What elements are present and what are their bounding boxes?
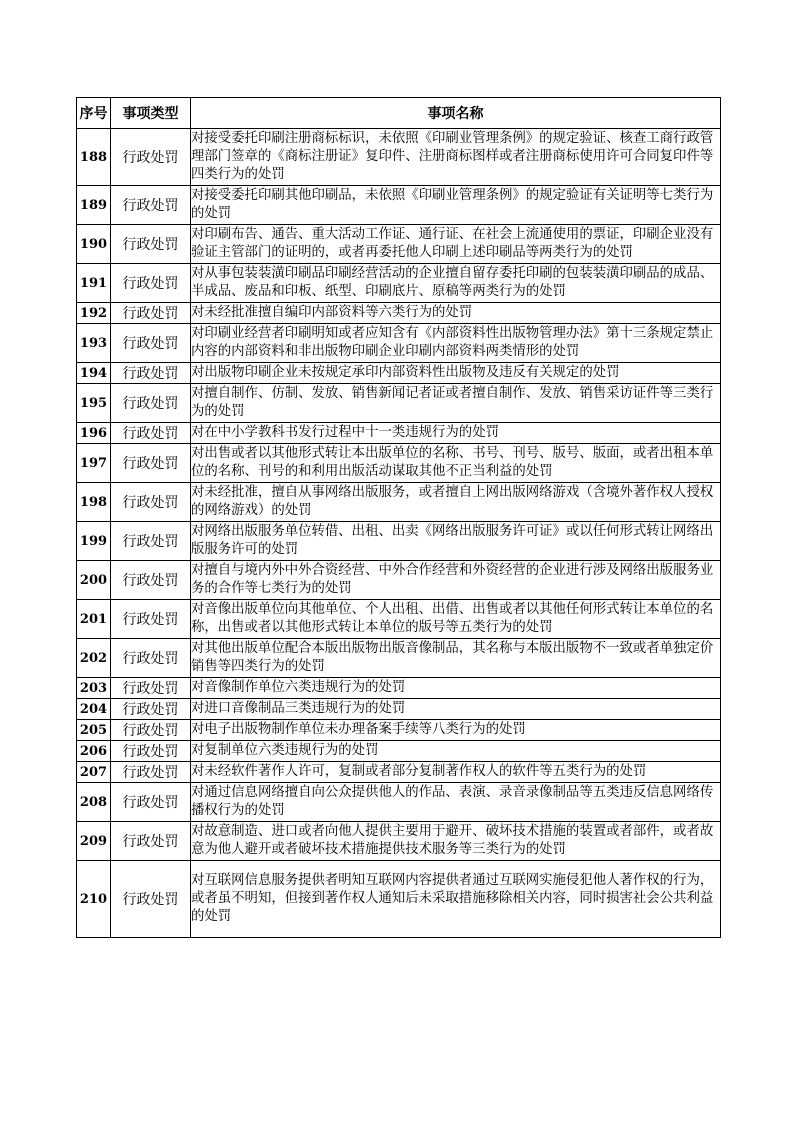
row-type: 行政处罚 (111, 741, 191, 762)
row-seq: 192 (77, 303, 111, 324)
row-name: 对未经软件著作人许可，复制或者部分复制著作权人的软件等五类行为的处罚 (191, 762, 721, 783)
row-name: 对擅自与境内外中外合资经营、中外合作经营和外资经营的企业进行涉及网络出版服务业务的合作等七类行为的处罚 (191, 561, 721, 600)
row-seq: 199 (77, 522, 111, 561)
table-row (77, 699, 721, 720)
row-name: 对电子出版物制作单位未办理备案手续等八类行为的处罚 (191, 720, 721, 741)
row-name: 对在中小学教科书发行过程中十一类违规行为的处罚 (191, 423, 721, 444)
table-row (77, 225, 721, 264)
row-type: 行政处罚 (111, 444, 191, 483)
row-type: 行政处罚 (111, 384, 191, 423)
row-seq: 195 (77, 384, 111, 423)
row-type: 行政处罚 (111, 225, 191, 264)
row-seq: 203 (77, 678, 111, 699)
table-row (77, 678, 721, 699)
table-row (77, 741, 721, 762)
row-name: 对接受委托印刷其他印刷品，未依照《印刷业管理条例》的规定验证有关证明等七类行为的处罚 (191, 186, 721, 225)
row-name: 对从事包装装潢印刷品印刷经营活动的企业擅自留存委托印刷的包装装潢印刷品的成品、半成品、废品和印板、纸型、印刷底片、原稿等两类行为的处罚 (191, 264, 721, 303)
row-name: 对擅自制作、仿制、发放、销售新闻记者证或者擅自制作、发放、销售采访证件等三类行为的处罚 (191, 384, 721, 423)
row-name: 对音像制作单位六类违规行为的处罚 (191, 678, 721, 699)
table-row (77, 522, 721, 561)
row-seq: 193 (77, 324, 111, 363)
row-type: 行政处罚 (111, 522, 191, 561)
table-row (77, 444, 721, 483)
row-name: 对通过信息网络擅自向公众提供他人的作品、表演、录音录像制品等五类违反信息网络传播权行为的处罚 (191, 783, 721, 822)
row-name: 对复制单位六类违规行为的处罚 (191, 741, 721, 762)
table-row (77, 639, 721, 678)
row-seq: 209 (77, 822, 111, 861)
table-row (77, 783, 721, 822)
row-name: 对出版物印刷企业未按规定承印内部资料性出版物及违反有关规定的处罚 (191, 363, 721, 384)
row-type: 行政处罚 (111, 363, 191, 384)
row-seq: 196 (77, 423, 111, 444)
row-type: 行政处罚 (111, 639, 191, 678)
row-type: 行政处罚 (111, 699, 191, 720)
row-type: 行政处罚 (111, 324, 191, 363)
table-row (77, 600, 721, 639)
table-row (77, 762, 721, 783)
header-name: 事项名称 (191, 98, 721, 129)
row-seq: 202 (77, 639, 111, 678)
row-name: 对互联网信息服务提供者明知互联网内容提供者通过互联网实施侵犯他人著作权的行为，或者虽不明知，但接到著作权人通知后未采取措施移除相关内容，同时损害社会公共利益的处罚 (191, 861, 721, 938)
table-row (77, 822, 721, 861)
matters-table (76, 97, 721, 938)
row-name: 对故意制造、进口或者向他人提供主要用于避开、破坏技术措施的装置或者部件，或者故意为他人避开或者破坏技术措施提供技术服务等三类行为的处罚 (191, 822, 721, 861)
row-seq: 207 (77, 762, 111, 783)
row-type: 行政处罚 (111, 600, 191, 639)
row-name: 对出售或者以其他形式转让本出版单位的名称、书号、刊号、版号、版面，或者出租本单位的名称、刊号的和利用出版活动谋取其他不正当利益的处罚 (191, 444, 721, 483)
row-type: 行政处罚 (111, 561, 191, 600)
row-seq: 205 (77, 720, 111, 741)
table-row (77, 384, 721, 423)
row-name: 对音像出版单位向其他单位、个人出租、出借、出售或者以其他任何形式转让本单位的名称，出售或者以其他形式转让本单位的版号等五类行为的处罚 (191, 600, 721, 639)
row-type: 行政处罚 (111, 861, 191, 938)
row-seq: 200 (77, 561, 111, 600)
row-seq: 197 (77, 444, 111, 483)
table-row (77, 324, 721, 363)
row-seq: 190 (77, 225, 111, 264)
header-row (77, 98, 721, 129)
row-seq: 204 (77, 699, 111, 720)
row-seq: 198 (77, 483, 111, 522)
row-seq: 210 (77, 861, 111, 938)
table-row (77, 129, 721, 186)
row-name: 对印刷布告、通告、重大活动工作证、通行证、在社会上流通使用的票证，印刷企业没有验证主管部门的证明的，或者再委托他人印刷上述印刷品等两类行为的处罚 (191, 225, 721, 264)
row-type: 行政处罚 (111, 762, 191, 783)
row-seq: 201 (77, 600, 111, 639)
row-type: 行政处罚 (111, 678, 191, 699)
row-type: 行政处罚 (111, 423, 191, 444)
row-seq: 189 (77, 186, 111, 225)
row-name: 对接受委托印刷注册商标标识，未依照《印刷业管理条例》的规定验证、核查工商行政管理部门签章的《商标注册证》复印件、注册商标图样或者注册商标使用许可合同复印件等四类行为的处罚 (191, 129, 721, 186)
row-name: 对其他出版单位配合本版出版物出版音像制品，其名称与本版出版物不一致或者单独定价销售等四类行为的处罚 (191, 639, 721, 678)
header-seq: 序号 (77, 98, 111, 129)
table-row (77, 303, 721, 324)
row-name: 对网络出版服务单位转借、出租、出卖《网络出版服务许可证》或以任何形式转让网络出版服务许可的处罚 (191, 522, 721, 561)
row-seq: 194 (77, 363, 111, 384)
table-row (77, 861, 721, 938)
header-type: 事项类型 (111, 98, 191, 129)
row-seq: 191 (77, 264, 111, 303)
table-row (77, 264, 721, 303)
row-name: 对印刷业经营者印刷明知或者应知含有《内部资料性出版物管理办法》第十三条规定禁止内容的内部资料和非出版物印刷企业印刷内部资料两类情形的处罚 (191, 324, 721, 363)
row-type: 行政处罚 (111, 303, 191, 324)
row-type: 行政处罚 (111, 483, 191, 522)
row-seq: 188 (77, 129, 111, 186)
row-type: 行政处罚 (111, 822, 191, 861)
row-type: 行政处罚 (111, 264, 191, 303)
row-name: 对进口音像制品三类违规行为的处罚 (191, 699, 721, 720)
table-row (77, 423, 721, 444)
table-row (77, 363, 721, 384)
table-row (77, 561, 721, 600)
table-row (77, 720, 721, 741)
row-name: 对未经批准擅自编印内部资料等六类行为的处罚 (191, 303, 721, 324)
row-seq: 208 (77, 783, 111, 822)
row-type: 行政处罚 (111, 129, 191, 186)
row-name: 对未经批准，擅自从事网络出版服务，或者擅自上网出版网络游戏（含境外著作权人授权的网络游戏）的处罚 (191, 483, 721, 522)
table-row (77, 186, 721, 225)
row-type: 行政处罚 (111, 186, 191, 225)
row-seq: 206 (77, 741, 111, 762)
row-type: 行政处罚 (111, 783, 191, 822)
row-type: 行政处罚 (111, 720, 191, 741)
table-row (77, 483, 721, 522)
